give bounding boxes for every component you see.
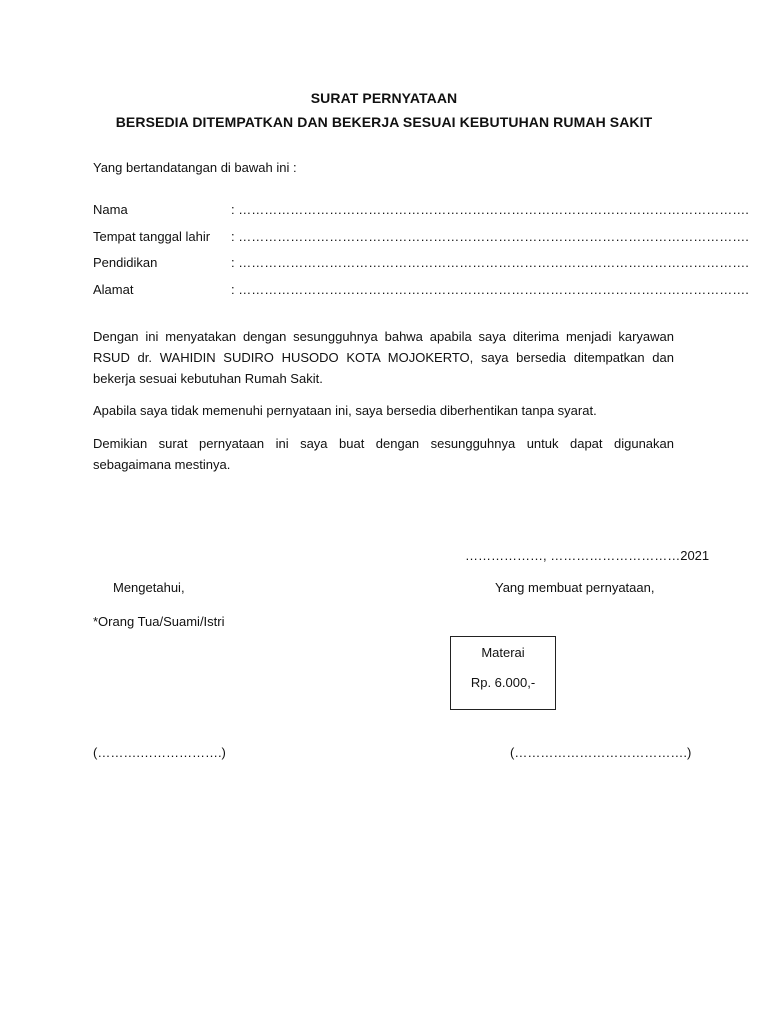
- stamp-value: Rp. 6.000,-: [470, 675, 536, 690]
- document-title: SURAT PERNYATAAN: [310, 90, 458, 106]
- field-label-pendidikan: Pendidikan: [93, 255, 158, 270]
- place-date-line: ………………, …………………………2021: [465, 548, 710, 563]
- acknowledger-heading: Mengetahui,: [113, 580, 185, 595]
- condition-paragraph: Apabila saya tidak memenuhi pernyataan ini, saya bersedia diberhentikan tanpa syarat.: [93, 403, 597, 418]
- field-label-ttl: Tempat tanggal lahir: [93, 229, 211, 244]
- stamp-label: Materai: [481, 645, 525, 660]
- acknowledger-note: *Orang Tua/Suami/Istri: [93, 614, 225, 629]
- field-label-alamat: Alamat: [93, 282, 134, 297]
- statement-paragraph: Dengan ini menyatakan dengan sesungguhnya bahwa apabila saya diterima menjadi karyawan RSUD dr. WAHIDIN SUDIRO HUSODO KOTA MOJOKERTO, saya bersedia ditempatkan dan bekerja sesuai kebutuhan Rumah Sakit.: [93, 329, 674, 386]
- declarant-heading: Yang membuat pernyataan,: [495, 580, 655, 595]
- intro-text: Yang bertandatangan di bawah ini :: [93, 160, 297, 175]
- field-label-nama: Nama: [93, 202, 128, 217]
- field-value-nama: : ……………………………………………………………………………………………………….: [231, 202, 749, 217]
- field-value-ttl: : ……………………………………………………………………………………………………….: [231, 229, 749, 244]
- field-value-alamat: : ……………………………………………………………………………………………………….: [231, 282, 749, 297]
- revenue-stamp-box: [450, 636, 556, 710]
- field-value-pendidikan: : ……………………………………………………………………………………………………….: [231, 255, 749, 270]
- document-subtitle: BERSEDIA DITEMPATKAN DAN BEKERJA SESUAI KEBUTUHAN RUMAH SAKIT: [115, 114, 653, 130]
- acknowledger-signature-line: (……….……………….): [93, 745, 226, 760]
- closing-paragraph: Demikian surat pernyataan ini saya buat dengan sesungguhnya untuk dapat digunakan sebagaimana mestinya.: [93, 436, 674, 472]
- declarant-signature-line: (………………………………….): [510, 745, 692, 760]
